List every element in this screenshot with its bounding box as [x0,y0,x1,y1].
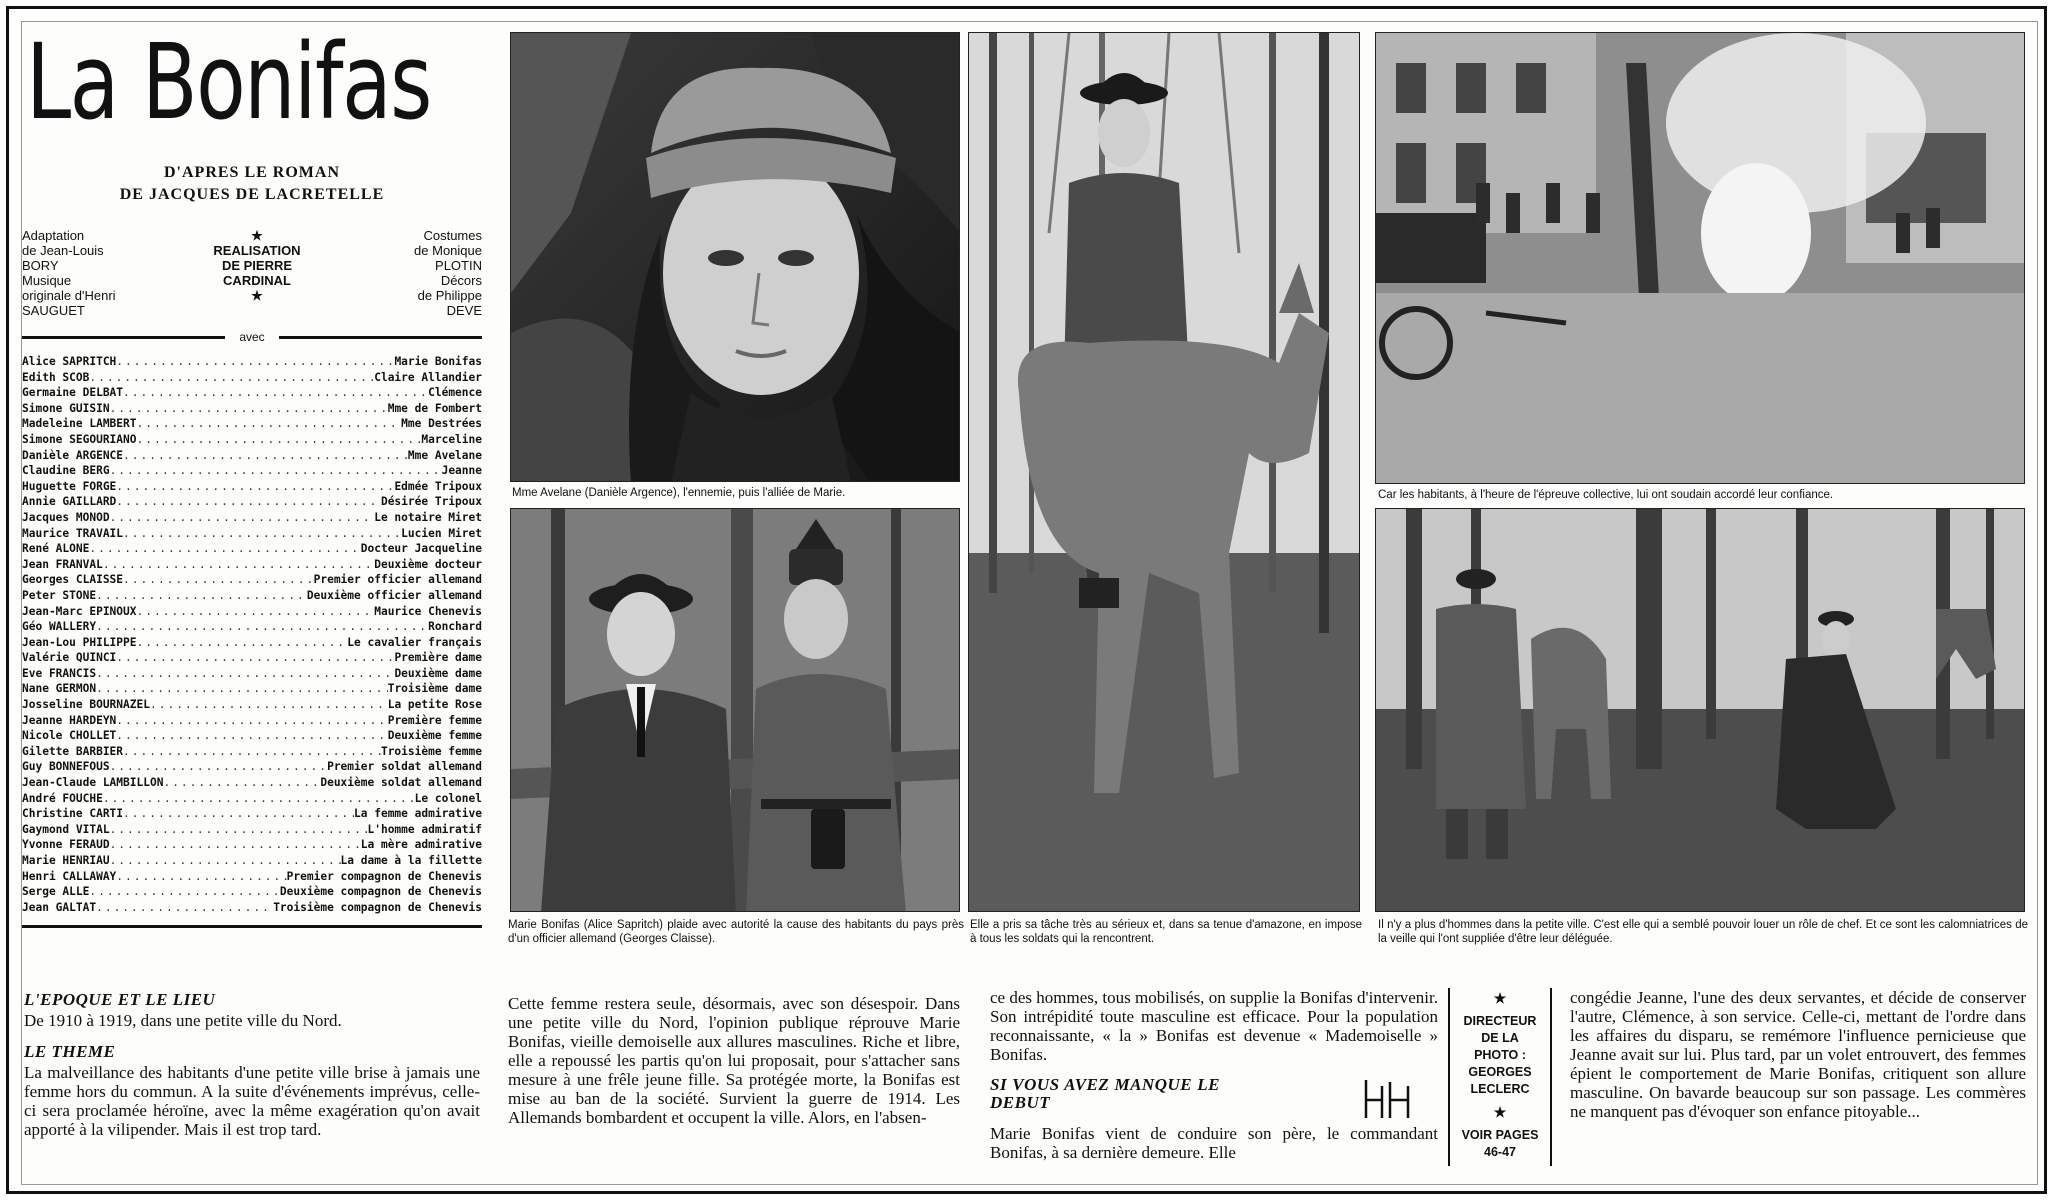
cast-role: La mère admirative [360,838,482,852]
leader-dots [96,588,307,604]
cast-row [22,541,482,557]
cast-role: Deuxième soldat allemand [320,776,482,790]
cast-row [22,572,482,588]
cast-row [22,354,482,370]
photo-forest-soldiers [1375,508,2025,912]
star-icon: ★ [251,288,263,303]
cast-role: Deuxième officier allemand [306,588,482,602]
director-line: DE LA [1481,1031,1519,1045]
cast-actor: Jean-Lou PHILIPPE [22,635,137,649]
cast-actor: Claudine BERG [22,464,110,478]
leader-dots [116,354,394,370]
caption-officer: Marie Bonifas (Alice Sapritch) plaide avec autorité la cause des habitants du pays près d'un officier allemand (Georges Claisse). [508,919,964,945]
crew-left-line: de Jean-Louis [22,243,104,258]
crew-right-line: Costumes [423,228,482,243]
cast-row [22,822,482,838]
cast-row [22,791,482,807]
cast-actor: Peter STONE [22,588,97,602]
cast-role: Première dame [394,651,482,665]
cast-actor: Nicole CHOLLET [22,729,117,743]
leader-dots [137,416,402,432]
photo-marie-officer [510,508,960,912]
leader-dots [137,604,375,620]
cast-row [22,806,482,822]
cast-actor: Yvonne FERAUD [22,838,110,852]
cast-row [22,588,482,604]
cast-role: L'homme admiratif [367,822,482,836]
cast-role: Docteur Jacqueline [360,542,482,556]
caption-avelane: Mme Avelane (Danièle Argence), l'ennemie, puis l'alliée de Marie. [512,487,846,499]
cast-list [22,354,482,915]
cast-row [22,837,482,853]
leader-dots [123,448,408,464]
cast-role: Deuxième compagnon de Chenevis [279,885,482,899]
cast-role: Premier compagnon de Chenevis [286,869,482,883]
leader-dots [103,557,374,573]
paragraph-col3: ce des hommes, tous mobilisés, on supplie la Bonifas d'intervenir. Son intrépidité toute masculine est efficace. Pour la population reconnaissante, « la » Bonifas est devenue « Mademoiselle » Bonifas. [990,988,1438,1064]
cast-role: Deuxième femme [387,729,482,743]
leader-dots [150,697,388,713]
leader-dots [96,900,273,916]
cast-role: Jeanne [441,464,482,478]
cast-role: Première femme [387,713,482,727]
cast-row [22,744,482,760]
leader-dots [110,463,442,479]
crew-left-line: Musique [22,273,72,288]
crew-left-line: originale d'Henri [22,288,116,303]
cast-row [22,432,482,448]
cast-role: Le notaire Miret [374,510,482,524]
cast-role: La femme admirative [354,807,482,821]
cast-role: Marie Bonifas [394,355,482,368]
crew-center-line: DE PIERRE [221,258,293,273]
crew-right-line: DEVE [446,303,482,318]
cast-row [22,604,482,620]
leader-dots [116,650,394,666]
leader-dots [110,401,388,417]
director-line: GEORGES [1468,1065,1532,1079]
crew-right-line: de Monique [414,243,482,258]
leader-dots [116,869,286,885]
leader-dots [116,713,387,729]
cast-row [22,853,482,869]
leader-dots [123,572,314,588]
leader-dots [123,806,354,822]
forest-illustration [1376,509,2025,912]
crew-left-line: BORY [22,258,59,273]
cast-actor: Germaine DELBAT [22,386,124,400]
avec-label: avec [239,330,265,344]
paragraph-epoque: De 1910 à 1919, dans une petite ville du Nord. [24,1011,342,1030]
cast-role: Troisième dame [387,682,482,696]
cast-actor: Nane GERMON [22,682,97,696]
caption-fire: Car les habitants, à l'heure de l'épreuve collective, lui ont soudain accordé leur confiance. [1378,489,1834,501]
cast-role: Ronchard [428,620,482,634]
crew-center [182,228,332,318]
officer-illustration [511,509,960,912]
cast-actor: Madeleine LAMBERT [22,417,137,431]
caption-horse: Elle a pris sa tâche très au sérieux et, dans sa tenue d'amazone, en impose à tous les soldats qui la rencontrent. [970,919,1362,945]
cast-actor: Simone SEGOURIANO [22,432,137,446]
cast-row [22,448,482,464]
leader-dots [89,541,360,557]
cast-role: Maurice Chenevis [374,604,482,618]
cast-actor: Jeanne HARDEYN [22,713,117,727]
cast-actor: Serge ALLE [22,885,90,899]
cast-row [22,526,482,542]
director-line: LECLERC [1470,1082,1530,1096]
see-pages: VOIR PAGES [1461,1128,1539,1142]
cast-actor: Jean GALTAT [22,900,97,914]
cast-actor: Maurice TRAVAIL [22,526,124,540]
cast-row [22,697,482,713]
cast-role: Edmée Tripoux [394,479,482,493]
cast-role: Marceline [421,432,482,446]
cast-actor: Henri CALLAWAY [22,869,117,883]
cast-actor: Josseline BOURNAZEL [22,698,150,712]
star-icon: ★ [1493,990,1507,1006]
chairs-icon [1360,1076,1420,1122]
divider-rule [22,336,225,339]
cast-actor: Jean-Marc EPINOUX [22,604,137,618]
cast-row [22,869,482,885]
leader-dots [89,370,374,386]
leader-dots [116,494,381,510]
leader-dots [110,510,375,526]
leader-dots [137,432,422,448]
cast-role: Troisième compagnon de Chenevis [273,900,482,914]
text-column-4: congédie Jeanne, l'une des deux servantes, et décide de conserver l'autre, Clémence, à son service. Celle-ci, mettant de l'ordre dans les affaires du disparu, se remémore l'influence pernicieuse que Jeanne avait sur lui. Plus tard, par un volet entrouvert, des femmes épient le comportement de Marie Bonifas, critiquent son allure masculine. On bavarde beaucoup sur son passage. Les commères ne manquent pas d'évoquer son enfance pitoyable... [1570,988,2026,1121]
leader-dots [96,619,428,635]
portrait-illustration [511,33,960,482]
crew-right [352,228,482,318]
cast-row [22,557,482,573]
cast-row [22,463,482,479]
cast-role: Mme de Fombert [387,401,482,415]
heading-theme: LE THEME [24,1042,116,1061]
leader-dots [96,681,388,697]
cast-role: La petite Rose [387,698,482,712]
cast-row [22,759,482,775]
cast-row [22,494,482,510]
cast-row [22,635,482,651]
avec-divider [22,330,482,344]
cast-role: Deuxième dame [394,666,482,680]
page-title: La Bonifas [26,21,431,143]
cast-row [22,650,482,666]
cast-role: Désirée Tripoux [380,495,482,509]
director-box [1448,988,1552,1166]
cast-actor: Edith SCOB [22,370,90,384]
cast-role: Mme Avelane [407,448,482,462]
crew-left-line: Adaptation [22,228,85,243]
cast-role: Troisième femme [380,744,482,758]
cast-role: Clémence [428,386,482,400]
cast-row [22,775,482,791]
crew-left [22,228,162,318]
cast-actor: Alice SAPRITCH [22,355,117,368]
cast-role: Le cavalier français [347,635,482,649]
crew-right-line: PLOTIN [435,258,482,273]
cast-actor: Valérie QUINCI [22,651,117,665]
leader-dots [110,837,361,853]
cast-end-rule [22,925,482,928]
crew-right-line: Décors [440,273,482,288]
crew-center-line: CARDINAL [223,273,291,288]
cast-row [22,416,482,432]
leader-dots [123,385,428,401]
cast-actor: Gilette BARBIER [22,744,124,758]
divider-rule [279,336,482,339]
leader-dots [110,822,368,838]
cast-actor: Guy BONNEFOUS [22,760,110,774]
leader-dots [96,666,394,682]
cast-role: Le colonel [414,791,482,805]
cast-row [22,510,482,526]
credits-column [22,21,482,928]
cast-actor: Gaymond VITAL [22,822,110,836]
subtitle [22,162,482,206]
cast-actor: Christine CARTI [22,807,124,821]
heading-debut: SI VOUS AVEZ MANQUE LE DEBUT [990,1075,1220,1112]
cast-row [22,479,482,495]
cast-row [22,681,482,697]
cast-row [22,728,482,744]
photo-village-fire [1375,32,2025,484]
paragraph-debut: Marie Bonifas vient de conduire son père, le commandant Bonifas, à sa dernière demeure. Elle [990,1124,1438,1162]
leader-dots [116,479,394,495]
director-line: PHOTO : [1474,1048,1526,1062]
cast-role: Claire Allandier [374,370,482,384]
cast-row [22,385,482,401]
cast-actor: Georges CLAISSE [22,573,124,587]
heading-epoque: L'EPOQUE ET LE LIEU [24,990,216,1009]
cast-row [22,884,482,900]
photo-avelane-portrait [510,32,960,482]
paragraph-theme: La malveillance des habitants d'une petite ville brise à jamais une femme hors du commun. A la suite d'événements imprévus, celle-ci sera proclamée héroïne, avec la même exagération qu'on avait apporté à la vilipender. Mais il est trop tard. [24,1063,480,1139]
crew-center-line: REALISATION [213,243,301,258]
leader-dots [110,759,328,775]
leader-dots [110,853,341,869]
crew-right-line: de Philippe [417,288,482,303]
cast-actor: Annie GAILLARD [22,495,117,509]
text-column-2: Cette femme restera seule, désormais, avec son désespoir. Dans une petite ville du Nord, l'opinion publique réprouve Marie Bonifas, vieille demoiselle aux allures masculines. Riche et libre, elle a repoussé les partis qu'on lui proposait, pour s'attacher sans mesure à une frêle jeune fille. Sa protégée morte, la Bonifas est mise au ban de la société. Survient la guerre de 1914. Les Allemands bombardent et occupent la ville. Alors, en l'absen- [508,994,960,1127]
cast-row [22,401,482,417]
fire-illustration [1376,33,2025,484]
text-column-3 [990,988,1438,1162]
cast-row [22,900,482,916]
leader-dots [123,744,381,760]
cast-actor: René ALONE [22,542,90,556]
photo-horse-rider [968,32,1360,912]
cast-actor: Jean-Claude LAMBILLON [22,776,164,790]
leader-dots [103,791,415,807]
cast-actor: Jacques MONOD [22,510,110,524]
cast-actor: Simone GUISIN [22,401,110,415]
cast-actor: Eve FRANCIS [22,666,97,680]
cast-row [22,370,482,386]
text-column-1 [24,990,480,1139]
director-line: DIRECTEUR [1463,1014,1537,1028]
star-icon: ★ [251,228,263,243]
cast-actor: Marie HENRIAU [22,854,110,867]
cast-actor: Géo WALLERY [22,620,97,634]
subtitle-line-1: D'APRES LE ROMAN [163,164,340,181]
leader-dots [163,775,320,791]
leader-dots [137,635,348,651]
caption-forest: Il n'y a plus d'hommes dans la petite ville. C'est elle qui a semblé pouvoir louer un rôle de chef. Et ce sont les calomniatrices de la veille qui l'ont suppliée d'être leur déléguée. [1378,919,2028,945]
cast-row [22,713,482,729]
see-pages-number: 46-47 [1484,1145,1516,1159]
star-icon: ★ [1493,1104,1507,1120]
subtitle-line-2: DE JACQUES DE LACRETELLE [119,186,385,203]
cast-row [22,619,482,635]
cast-role: Premier soldat allemand [327,760,482,774]
cast-role: Premier officier allemand [313,573,482,587]
cast-role: Deuxième docteur [374,557,482,571]
leader-dots [116,728,387,744]
leader-dots [123,526,401,542]
cast-role: Lucien Miret [401,526,482,540]
cast-actor: Huguette FORGE [22,479,117,493]
cast-actor: André FOUCHE [22,791,103,805]
cast-row [22,666,482,682]
cast-actor: Danièle ARGENCE [22,448,124,462]
cast-role: La dame à la fillette [340,854,482,867]
leader-dots [89,884,280,900]
crew-credits [22,228,482,318]
cast-actor: Jean FRANVAL [22,557,103,571]
crew-left-line: SAUGUET [22,303,85,318]
horse-illustration [969,33,1360,912]
cast-role: Mme Destrées [401,417,482,431]
